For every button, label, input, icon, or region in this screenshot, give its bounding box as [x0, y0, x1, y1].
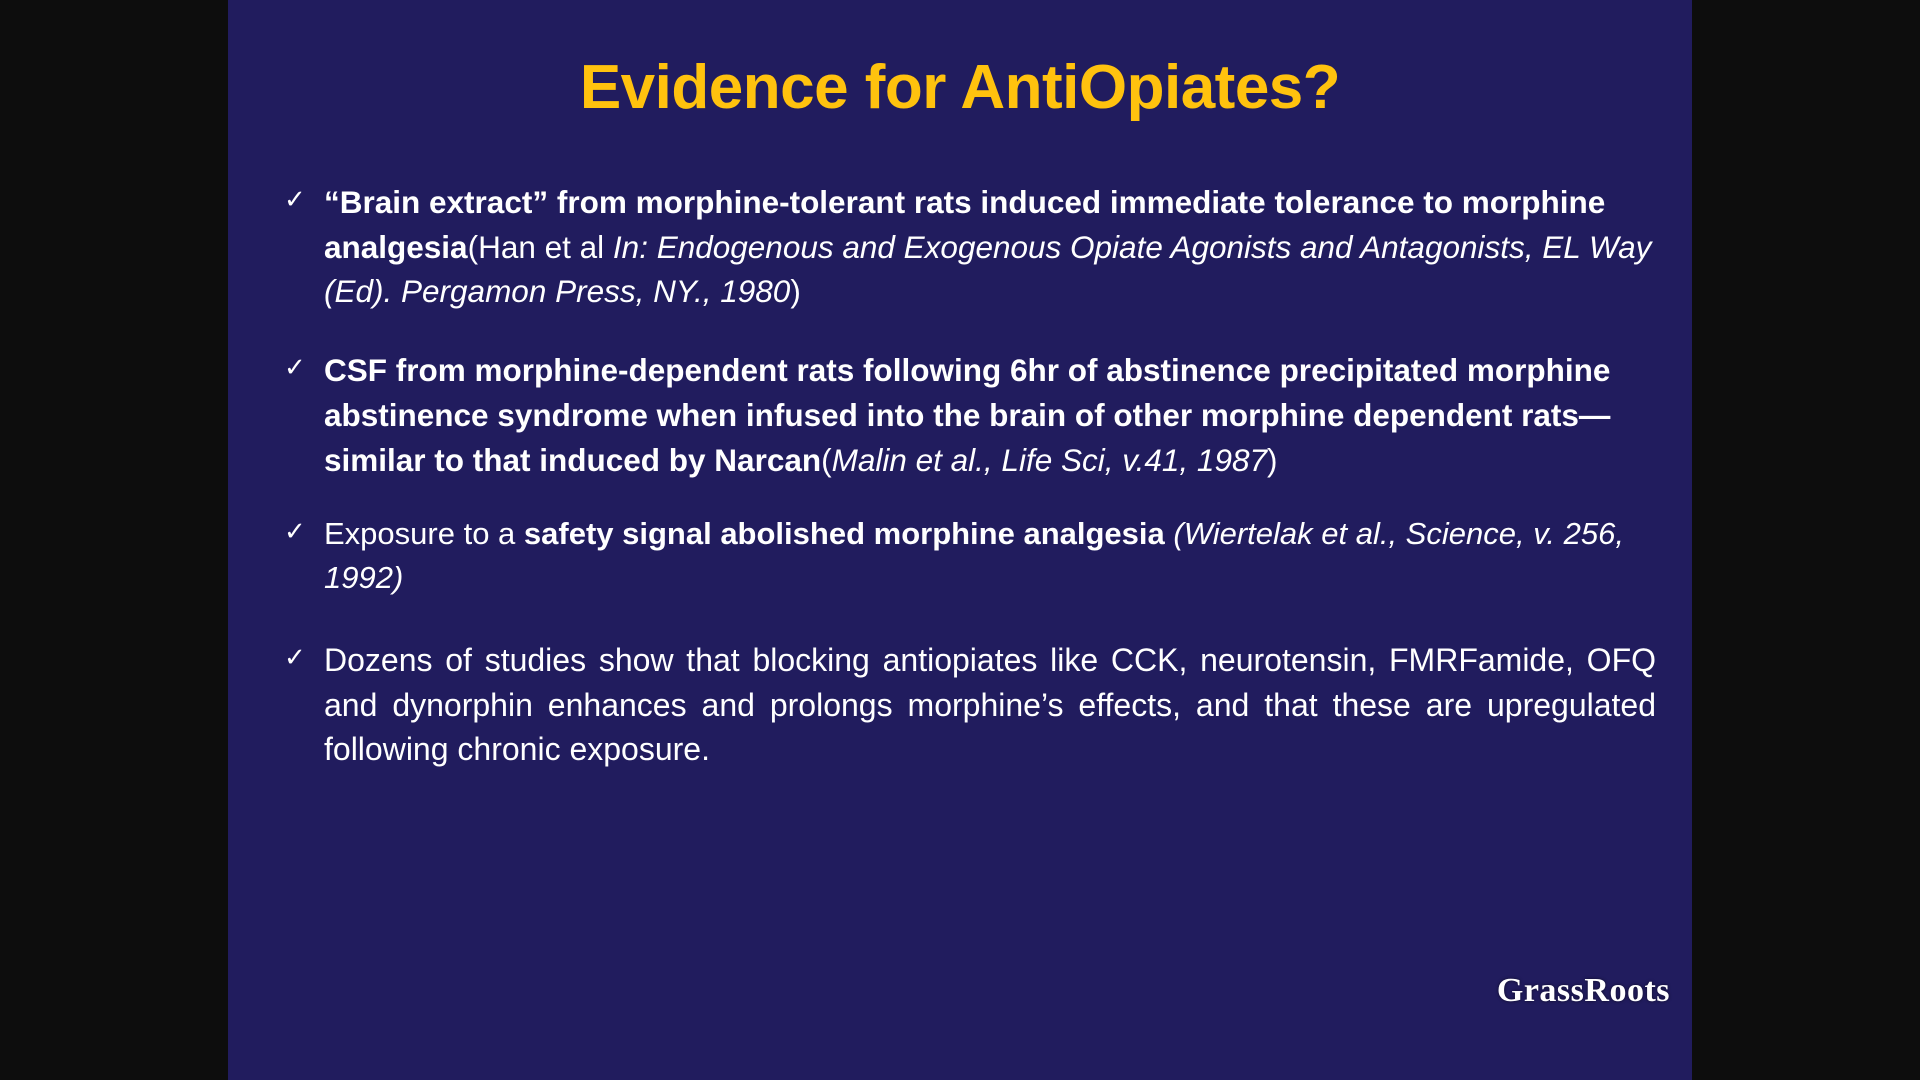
checkmark-icon: ✓ — [284, 642, 306, 673]
citation-close: ) — [1267, 441, 1278, 478]
bullet-statement: Dozens of studies show that blocking antiopiates like CCK, neurotensin, FMRFamide, OFQ and dynorphin enhances and prolongs morphine’s effects, and that these are upregulated following chronic exposure. — [324, 642, 1656, 767]
citation-close: ) — [790, 273, 801, 310]
bullet-text — [324, 512, 1656, 600]
bullet-statement: safety signal abolished morphine analgesia — [523, 516, 1165, 552]
citation-italic: Malin et al., Life Sci, v.41, 1987 — [831, 441, 1268, 478]
checkmark-icon: ✓ — [284, 184, 306, 214]
list-item — [266, 348, 1656, 482]
bullet-list — [266, 180, 1656, 797]
checkmark-icon: ✓ — [284, 516, 306, 547]
page-title: Evidence for AntiOpiates? — [579, 53, 1341, 122]
bullet-lead: Exposure to a — [324, 516, 524, 552]
watermark-logo: GrassRoots — [1496, 972, 1670, 1009]
bullet-text — [324, 180, 1656, 314]
bullet-statement: “Brain extract” from morphine-tolerant rats induced immediate tolerance to morphine analgesia — [324, 184, 1606, 265]
citation-italic: (Wiertelak et al., Science, v. 256, 1992) — [324, 516, 1624, 596]
presentation-slide — [228, 0, 1692, 1080]
letterbox-left — [0, 0, 228, 1080]
citation-open: ( — [821, 441, 832, 478]
bullet-text — [324, 348, 1656, 482]
citation-italic: In: Endogenous and Exogenous Opiate Agonists and Antagonists, EL Way (Ed). Pergamon Press, NY., 1980 — [324, 228, 1652, 310]
letterbox-right — [1692, 0, 1920, 1080]
list-item — [266, 180, 1656, 314]
list-item — [266, 638, 1656, 770]
list-item — [266, 512, 1656, 600]
citation-open: (Han et al — [467, 228, 613, 265]
bullet-text — [324, 638, 1656, 770]
checkmark-icon: ✓ — [284, 352, 306, 383]
bullet-statement: CSF from morphine-dependent rats following 6hr of abstinence precipitated morphine abstinence syndrome when infused into the brain of other morphine dependent rats—similar to that induced by Narcan — [324, 352, 1611, 478]
